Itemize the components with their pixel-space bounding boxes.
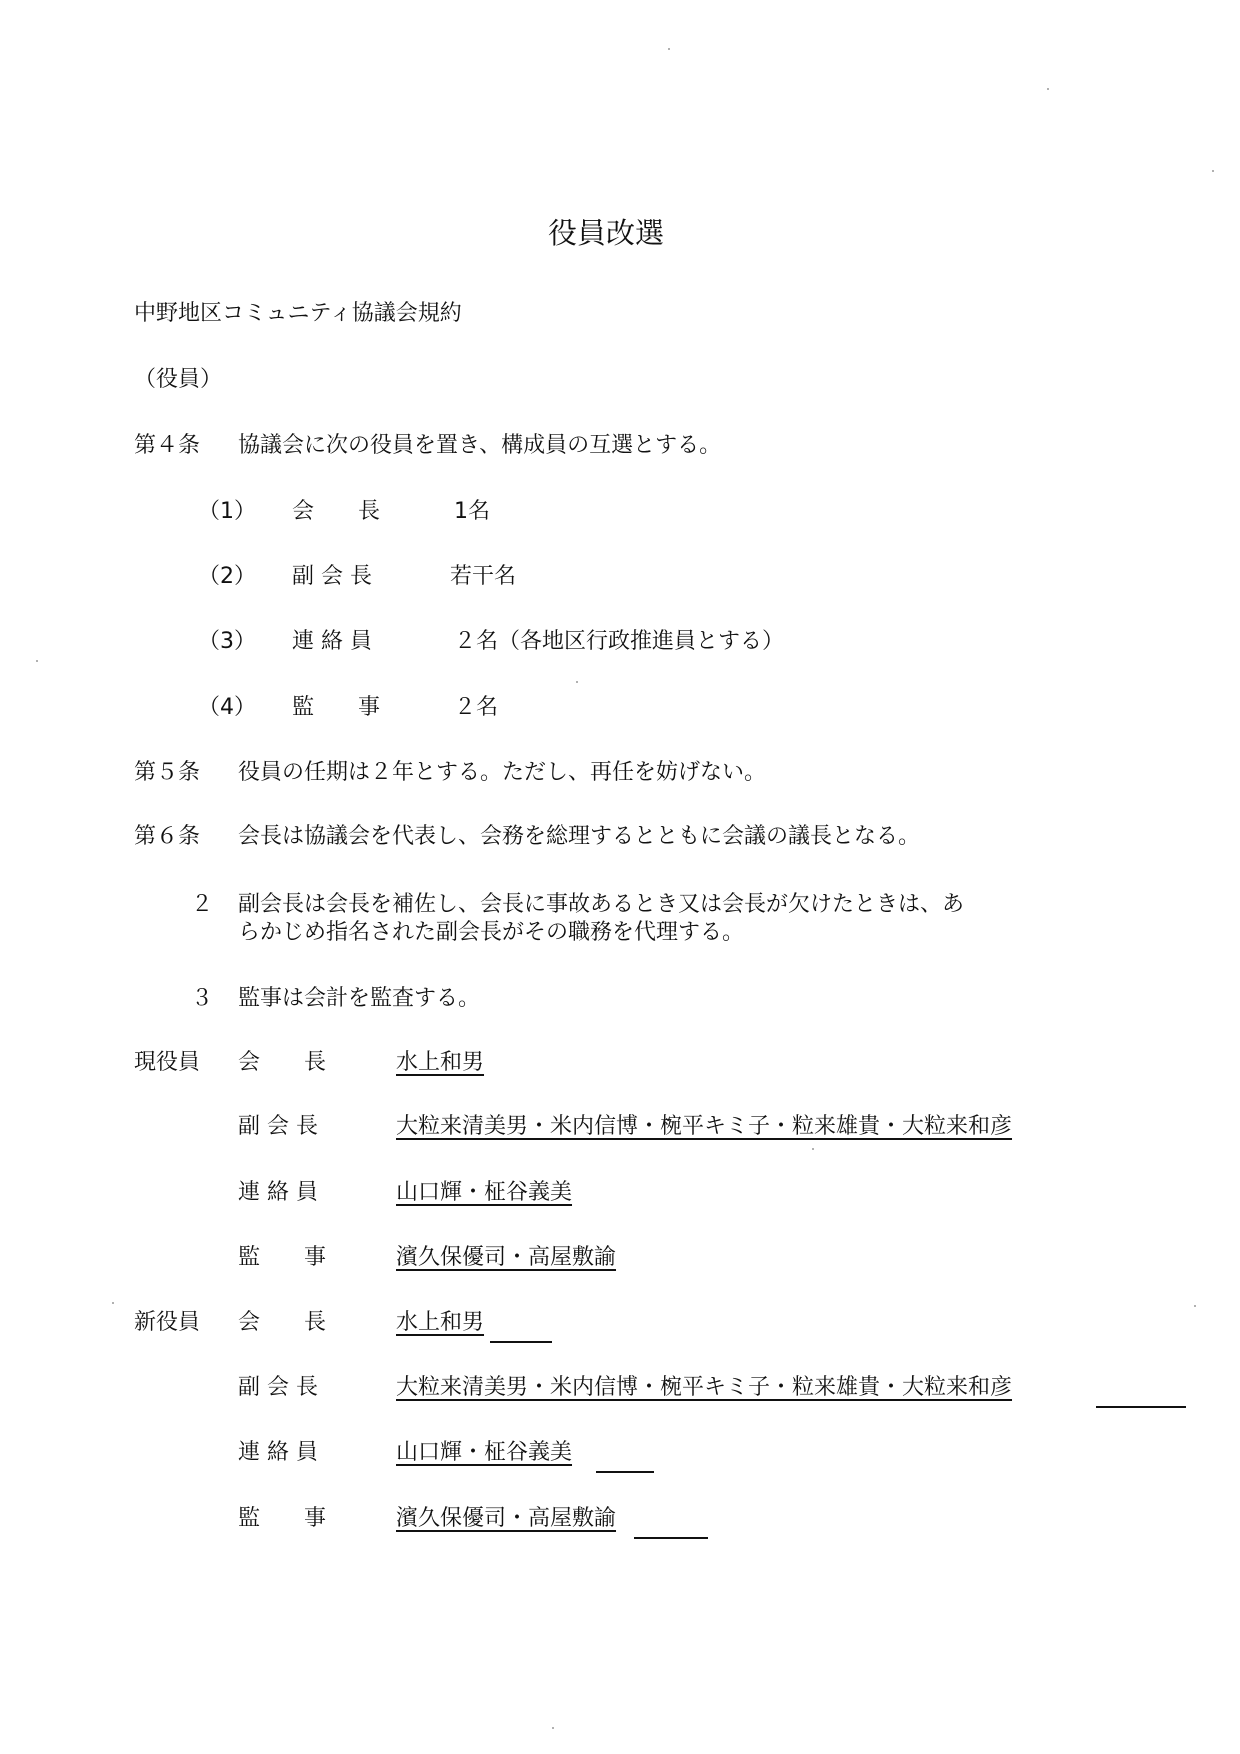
blank-underline (490, 1341, 552, 1343)
scan-speck (1194, 1305, 1196, 1307)
current-officer-role: 監 事 (238, 1245, 327, 1270)
scan-speck (1212, 170, 1214, 172)
scan-speck (552, 1727, 554, 1729)
scan-speck (812, 1148, 814, 1150)
bylaw-name: 中野地区コミュニティ協議会規約 (134, 301, 462, 326)
current-officer-names: 山口輝・柾谷義美 (396, 1180, 573, 1205)
current-officer-role: 連 絡 員 (238, 1180, 318, 1205)
new-officer-role: 会 長 (238, 1310, 327, 1335)
current-officer-names: 濱久保優司・高屋敷諭 (396, 1245, 617, 1270)
scan-speck (576, 681, 578, 683)
article-6-text: 会長は協議会を代表し、会務を総理するとともに会議の議長となる。 (238, 824, 921, 849)
article-6-label: 第６条 (134, 824, 201, 849)
paragraph-3-text: 監事は会計を監査する。 (238, 986, 481, 1011)
paragraph-3-number: ３ (191, 986, 214, 1011)
blank-underline (596, 1471, 654, 1473)
current-officer-names: 大粒来清美男・米内信博・椀平キミ子・粒来雄貴・大粒来和彦 (396, 1114, 1013, 1139)
current-officer-names: 水上和男 (396, 1050, 485, 1075)
new-officer-names: 濱久保優司・高屋敷諭 (396, 1506, 617, 1531)
officer-item-count: ２名（各地区行政推進員とする） (454, 629, 785, 654)
scan-speck (112, 1302, 114, 1304)
blank-underline (634, 1537, 708, 1539)
new-officer-names: 山口輝・柾谷義美 (396, 1440, 573, 1465)
new-officer-names: 大粒来清美男・米内信博・椀平キミ子・粒来雄貴・大粒来和彦 (396, 1375, 1013, 1400)
officer-item-count: ２名 (454, 695, 499, 720)
scan-speck (668, 48, 670, 50)
blank-underline (1096, 1406, 1186, 1408)
paragraph-2-line-2: らかじめ指名された副会長がその職務を代理する。 (238, 920, 745, 945)
section-heading: （役員） (134, 367, 223, 392)
current-officer-role: 副 会 長 (238, 1114, 318, 1139)
paragraph-2-line-1: 副会長は会長を補佐し、会長に事故あるとき又は会長が欠けたときは、あ (238, 892, 965, 917)
scan-speck (1047, 88, 1049, 90)
officer-item-number: （4） (198, 695, 256, 720)
document-title: 役員改選 (548, 216, 665, 250)
current-officers-label: 現役員 (134, 1050, 201, 1075)
officer-item-number: （3） (198, 629, 256, 654)
article-5-label: 第５条 (134, 760, 201, 785)
officer-item-number: （2） (198, 564, 256, 589)
new-officers-label: 新役員 (134, 1310, 201, 1335)
scan-speck (36, 660, 38, 662)
article-4-text: 協議会に次の役員を置き、構成員の互選とする。 (238, 433, 722, 458)
officer-item-number: （1） (198, 499, 256, 524)
officer-item-role: 会 長 (292, 499, 381, 524)
officer-item-role: 監 事 (292, 695, 381, 720)
officer-item-role: 副 会 長 (292, 564, 372, 589)
new-officer-names: 水上和男 (396, 1310, 485, 1335)
new-officer-role: 監 事 (238, 1506, 327, 1531)
article-4-label: 第４条 (134, 433, 201, 458)
article-5-text: 役員の任期は２年とする。ただし、再任を妨げない。 (238, 760, 767, 785)
officer-item-role: 連 絡 員 (292, 629, 372, 654)
officer-item-count: 1名 (454, 499, 490, 524)
paragraph-2-number: ２ (191, 892, 214, 917)
new-officer-role: 副 会 長 (238, 1375, 318, 1400)
new-officer-role: 連 絡 員 (238, 1440, 318, 1465)
current-officer-role: 会 長 (238, 1050, 327, 1075)
officer-item-count: 若干名 (450, 564, 517, 589)
